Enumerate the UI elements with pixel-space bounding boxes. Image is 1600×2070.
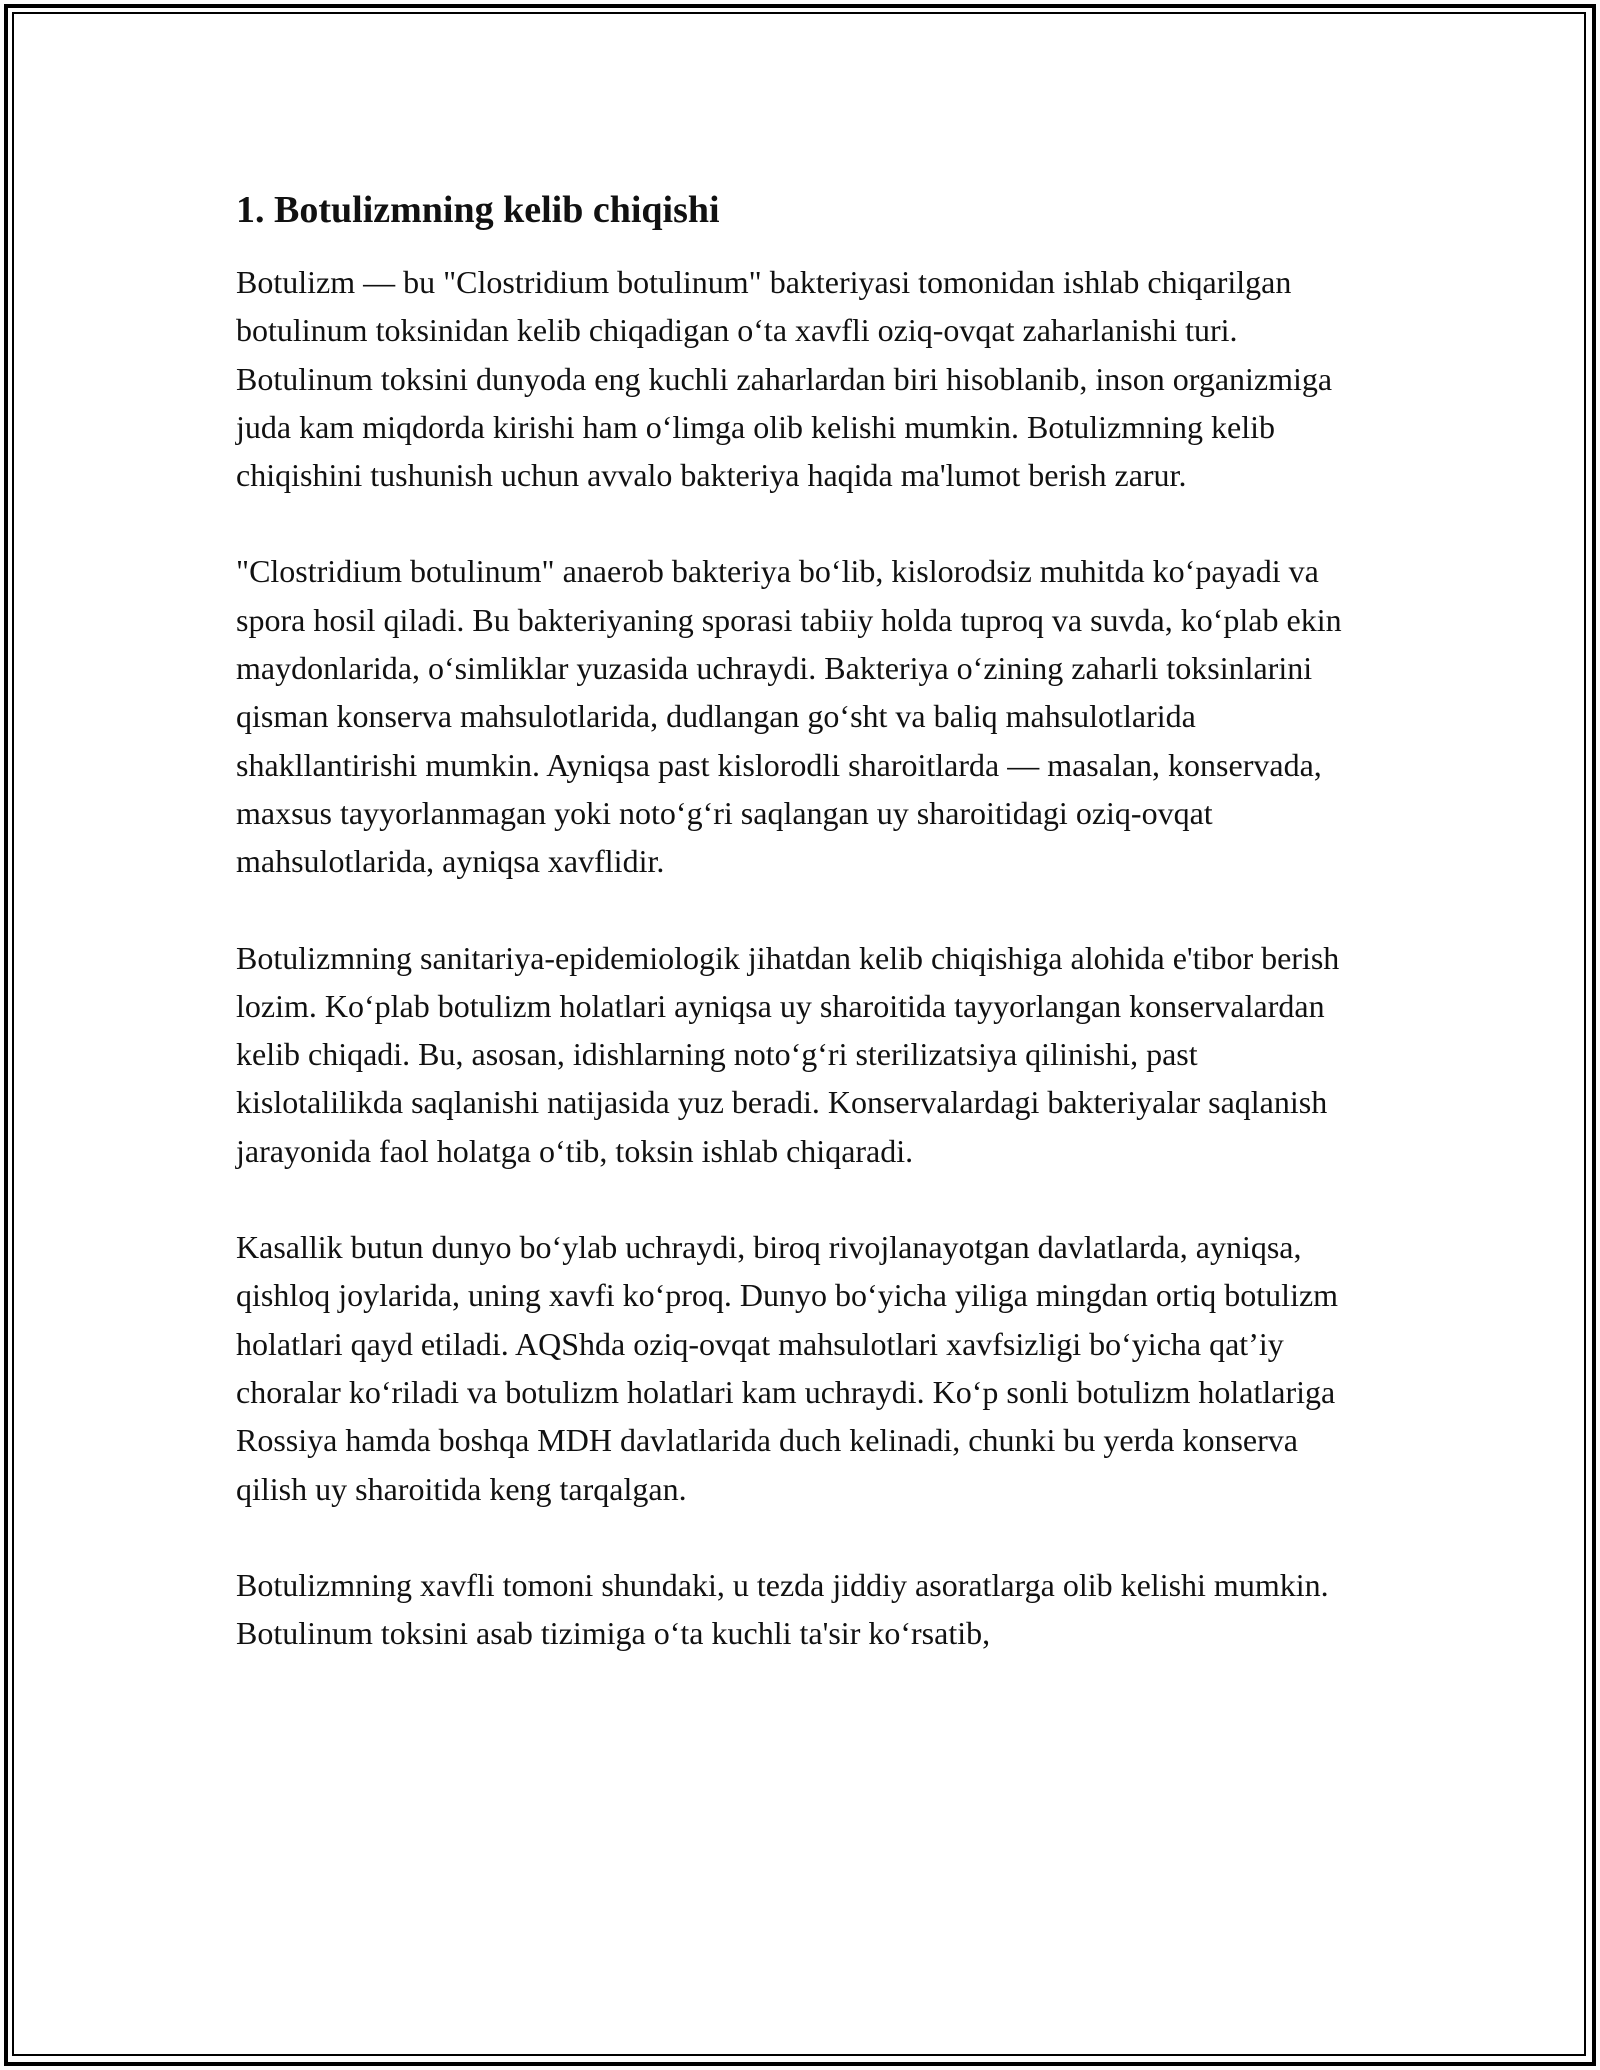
section-heading: 1. Botulizmning kelib chiqishi [236, 189, 720, 231]
paragraph-4: Kasallik butun dunyo bo‘ylab uchraydi, biroq rivojlanayotgan davlatlarda, ayniqsa, qishloq joylarida, uning xavfi ko‘proq. Dunyo bo‘yicha yiliga mingdan ortiq botulizm holatlari qayd etiladi. AQShda oziq-ovqat mahsulotlari xavfsizligi bo‘yicha qat’iy choralar ko‘riladi va botulizm holatlari kam uchraydi. Ko‘p sonli botulizm holatlariga Rossiya hamda boshqa MDH davlatlarida duch kelinadi, chunki bu yerda konserva qilish uy sharoitida keng tarqalgan. [236, 1229, 1339, 1507]
paragraph-1: Botulizm — bu "Clostridium botulinum" bakteriyasi tomonidan ishlab chiqarilgan botulinum toksinidan kelib chiqadigan o‘ta xavfli oziq-ovqat zaharlanishi turi. Botulinum toksini dunyoda eng kuchli zaharlardan biri hisoblanib, inson organizmiga juda kam miqdorda kirishi ham o‘limga olib kelishi mumkin. Botulizmning kelib chiqishini tushunish uchun avvalo bakteriya haqida ma'lumot berish zarur. [236, 264, 1333, 494]
document-body [236, 186, 1364, 1705]
paragraph-2: "Clostridium botulinum" anaerob bakteriya bo‘lib, kislorodsiz muhitda ko‘payadi va spora hosil qiladi. Bu bakteriyaning sporasi tabiiy holda tuproq va suvda, ko‘plab ekin maydonlarida, o‘simliklar yuzasida uchraydi. Bakteriya o‘zining zaharli toksinlarini qisman konserva mahsulotlarida, dudlangan go‘sht va baliq mahsulotlarida shakllantirishi mumkin. Ayniqsa past kislorodli sharoitlarda — masalan, konservada, maxsus tayyorlanmagan yoki noto‘g‘ri saqlangan uy sharoitidagi oziq-ovqat mahsulotlarida, ayniqsa xavflidir. [236, 553, 1342, 880]
paragraph-5: Botulizmning xavfli tomoni shundaki, u tezda jiddiy asoratlarga olib kelishi mumkin. Botulinum toksini asab tizimiga o‘ta kuchli ta'sir ko‘rsatib, [236, 1566, 1329, 1652]
paragraph-3: Botulizmning sanitariya-epidemiologik jihatdan kelib chiqishiga alohida e'tibor berish lozim. Ko‘plab botulizm holatlari ayniqsa uy sharoitida tayyorlangan konservalardan kelib chiqadi. Bu, asosan, idishlarning noto‘g‘ri sterilizatsiya qilinishi, past kislotalilikda saqlanishi natijasida yuz beradi. Konservalardagi bakteriyalar saqlanish jarayonida faol holatga o‘tib, toksin ishlab chiqaradi. [236, 939, 1340, 1169]
